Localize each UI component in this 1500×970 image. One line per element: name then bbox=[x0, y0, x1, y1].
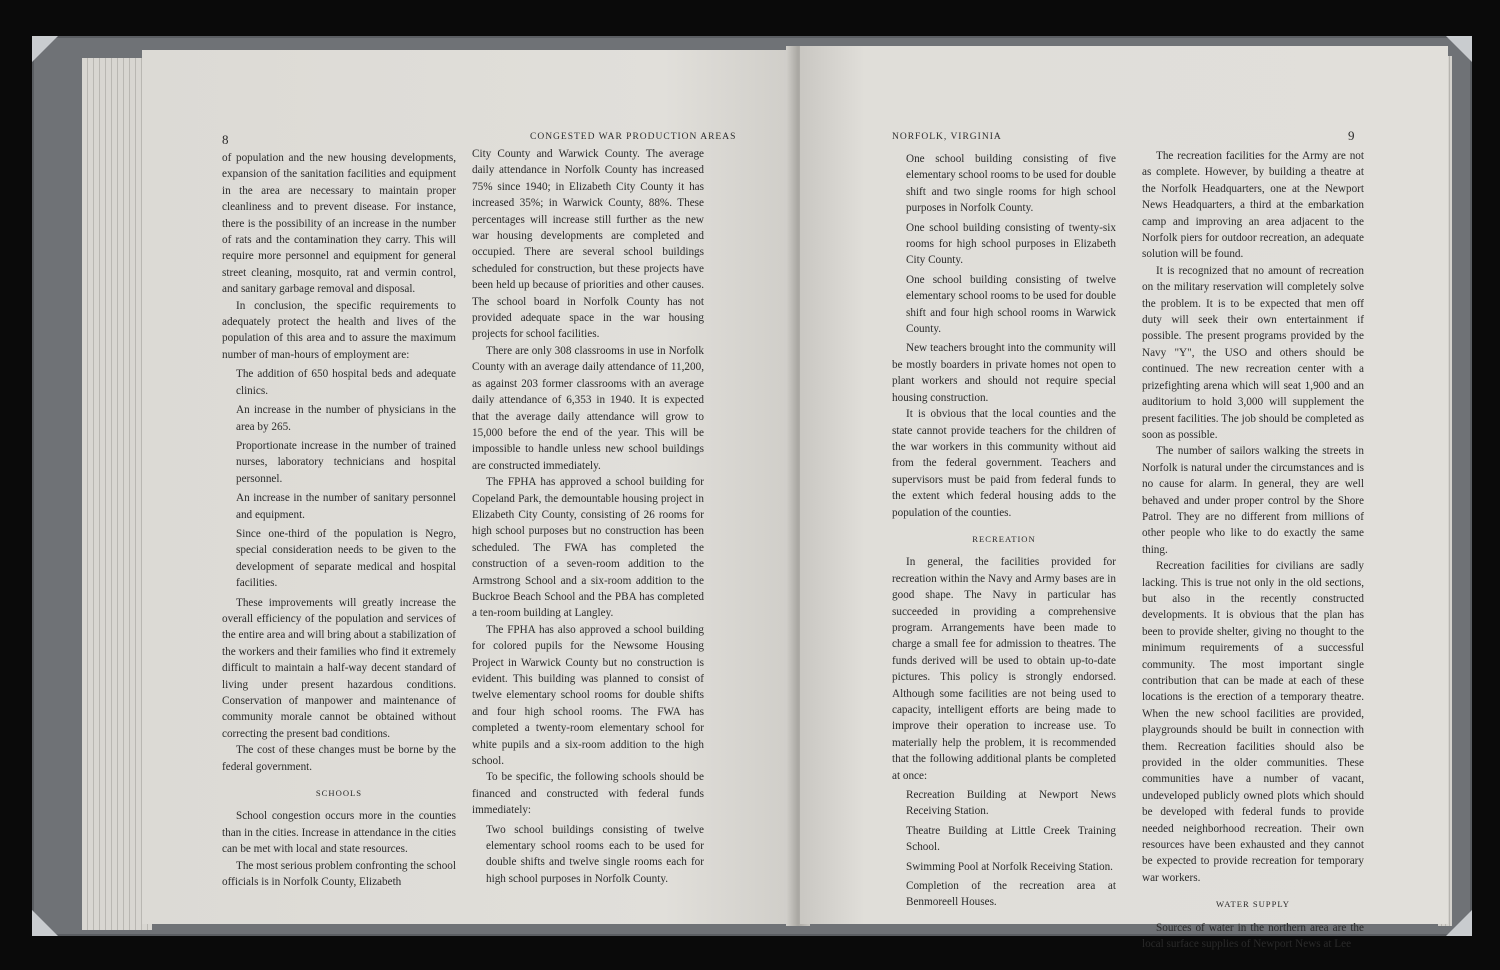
list-item: Swimming Pool at Norfolk Receiving Station. bbox=[906, 860, 1113, 873]
running-head: NORFOLK, VIRGINIA bbox=[892, 132, 1002, 142]
paragraph: These improvements will greatly increase the overall efficiency of the population and services of the entire area and will bring about a stabilization of the workers and their families who find it extremely difficult to maintain a half-way decent standard of living under present hazardous conditions. Conservation of manpower and maintenance of community morale cannot be obtained without correcting the present bad conditions. bbox=[222, 596, 456, 740]
paragraph: of population and the new housing developments, expansion of the sanitation facilities and equipment in the area are necessary to maintain proper cleanliness and to prevent disease. For instance, there is the possibility of an increase in the number of rats and the contamination they carry. This will require more personnel and equipment for general street cleaning, mosquito, rat and vermin control, and sanitary garbage removal and disposal. bbox=[222, 152, 456, 296]
section-heading: SCHOOLS bbox=[315, 788, 363, 799]
paragraph: New teachers brought into the community will be mostly boarders in private homes not open to plant workers and should not require special housing construction. bbox=[892, 342, 1116, 404]
paragraph: In general, the facilities provided for recreation within the Navy and Army bases are in good shape. The Navy in particular has succeeded in providing a comprehensive program. Arrangements have been made to charge a small fee for admission to theatres. The funds derived will be used to obtain up-to-date pictures. This policy is strongly endorsed. Although some facilities are not being used to capacity, intelligent efforts are being made to improve their operation to increase use. To materially help the problem, it is recommended that the following additional plants be completed at once: bbox=[892, 556, 1116, 782]
text-column-1 bbox=[222, 150, 456, 890]
paragraph: It is recognized that no amount of recreation on the military reservation will completely solve the problem. It is to be expected that men off duty will seek their own entertainment if possible. The present programs provided by the Navy "Y", the USO and others should be continued. The new recreation center with a prizefighting arena which will seat 1,900 and an auditorium to hold 3,000 will supplement the present facilities. The job should be completed as soon as possible. bbox=[1142, 264, 1364, 441]
list-item: Recreation Building at Newport News Receiving Station. bbox=[906, 789, 1116, 818]
list-item: One school building consisting of twelve elementary school rooms to be used for double shift and four high school rooms in Warwick County. bbox=[906, 273, 1116, 336]
paragraph: Recreation facilities for civilians are sadly lacking. This is true not only in the old sections, but also in the recently constructed developments. It is obvious that the plan has been to provide shelter, giving no thought to the minimum requirements of a successful community. The most important single contribution that can be made at each of these locations is the erection of a temporary theatre. When the new school facilities are provided, playgrounds should be built in connection with them. Recreation facilities should also be provided in the older communities. These communities have a number of vacant, undeveloped publicly owned plots which should be developed with federal funds to provide needed neighborhood recreation. Their own resources have been exhausted and they cannot be expected to provide recreation for temporary war workers. bbox=[1142, 560, 1364, 884]
page-number: 8 bbox=[222, 132, 229, 147]
list-item: Since one-third of the population is Negro, special consideration needs to be given to the development of separate medical and hospital facilities. bbox=[236, 527, 456, 590]
list-item: An increase in the number of sanitary personnel and equipment. bbox=[236, 492, 456, 521]
right-page bbox=[800, 46, 1448, 951]
section-heading: WATER SUPPLY bbox=[1216, 899, 1290, 910]
page-number: 9 bbox=[1348, 128, 1355, 143]
list-item: Proportionate increase in the number of trained nurses, laboratory technicians and hospital personnel. bbox=[236, 439, 456, 485]
paragraph: There are only 308 classrooms in use in Norfolk County with an average daily attendance of 11,200, as against 203 former classrooms with an average daily attendance of 6,353 in 1940. It is expected that the average daily attendance will grow to 15,000 before the end of the year. This will be impossible to handle unless new school buildings are constructed immediately. bbox=[472, 344, 704, 472]
section-heading: RECREATION bbox=[972, 533, 1036, 544]
paragraph: It is obvious that the local counties and the state cannot provide teachers for the children of the war workers in this community without aid from the federal government. Teachers and supervisors must be paid from federal funds to the extent which federal housing adds to the population of the counties. bbox=[892, 408, 1116, 519]
paragraph: To be specific, the following schools should be financed and constructed with federal funds immediately: bbox=[472, 771, 704, 817]
paragraph: School congestion occurs more in the counties than in the cities. Increase in attendance in the cities can be met with local and state resources. bbox=[222, 810, 456, 856]
paragraph: The FPHA has also approved a school building for colored pupils for the Newsome Housing Project in Warwick County but no construction is evident. This building was planned to consist of twelve elementary school rooms for double shifts and four high school rooms. The FWA has completed a twenty-room elementary school for white pupils and a six-room addition to the high school. bbox=[472, 623, 704, 768]
paragraph: The cost of these changes must be borne by the federal government. bbox=[222, 744, 456, 773]
list-item: One school building consisting of five elementary school rooms to be used for double shift and two single rooms for high school purposes in Norfolk County. bbox=[906, 153, 1116, 215]
paragraph: The number of sailors walking the streets in Norfolk is natural under the circumstances and is no cause for alarm. In general, they are well behaved and under proper control by the Shore Patrol. They are no different from millions of other people who like to do exactly the same thing. bbox=[1142, 445, 1364, 556]
paragraph: The recreation facilities for the Army are not as complete. However, by building a theatre at the Norfolk Headquarters, one at the Newport News Headquarters, a third at the embarkation camp and improving an area adjacent to the Norfolk piers for outdoor recreation, an adequate solution will be found. bbox=[1142, 150, 1364, 261]
paragraph: The most serious problem confronting the school officials is in Norfolk County, Elizabeth bbox=[222, 859, 456, 889]
left-page bbox=[142, 50, 796, 924]
paragraph: The FPHA has approved a school building for Copeland Park, the demountable housing project in Elizabeth City County, consisting of 26 rooms for high school purposes but no construction has been scheduled. The FWA has completed the construction of a seven-room addition to the Armstrong School and a six-room addition to the Buckroe Beach School and the PBA has completed a ten-room building at Langley. bbox=[472, 476, 704, 620]
paragraph: In conclusion, the specific requirements to adequately protect the health and lives of the population of this area and to assure the maximum number of man-hours of employment are: bbox=[222, 299, 456, 361]
text-column-2 bbox=[1142, 148, 1364, 953]
running-head: CONGESTED WAR PRODUCTION AREAS bbox=[530, 132, 737, 142]
paragraph: City County and Warwick County. The average daily attendance in Norfolk County has increased 75% since 1940; in Elizabeth City County it has increased 35%; in Warwick County, 88%. These percentages will increase still further as the new war housing developments are completed and occupied. There are several school buildings scheduled for construction, but these projects have been held up because of priorities and other causes. The school board in Norfolk County has not provided adequate space in the war housing projects for school facilities. bbox=[472, 148, 704, 341]
list-item: An increase in the number of physicians in the area by 265. bbox=[236, 404, 456, 433]
text-column-2 bbox=[472, 146, 704, 890]
list-item: One school building consisting of twenty-six rooms for high school purposes in Elizabeth City County. bbox=[906, 221, 1116, 267]
list-item: Two school buildings consisting of twelve elementary school rooms each to be used for double shifts and twelve single rooms each for high school purposes in Norfolk County. bbox=[486, 823, 704, 885]
list-item: Completion of the recreation area at Benmoreell Houses. bbox=[906, 880, 1116, 909]
paragraph: Sources of water in the northern area are the local surface supplies of Newport News at Lee bbox=[1142, 921, 1364, 951]
list-item: Theatre Building at Little Creek Training School. bbox=[906, 824, 1116, 854]
text-column-1 bbox=[892, 148, 1116, 914]
list-item: The addition of 650 hospital beds and adequate clinics. bbox=[236, 368, 456, 397]
